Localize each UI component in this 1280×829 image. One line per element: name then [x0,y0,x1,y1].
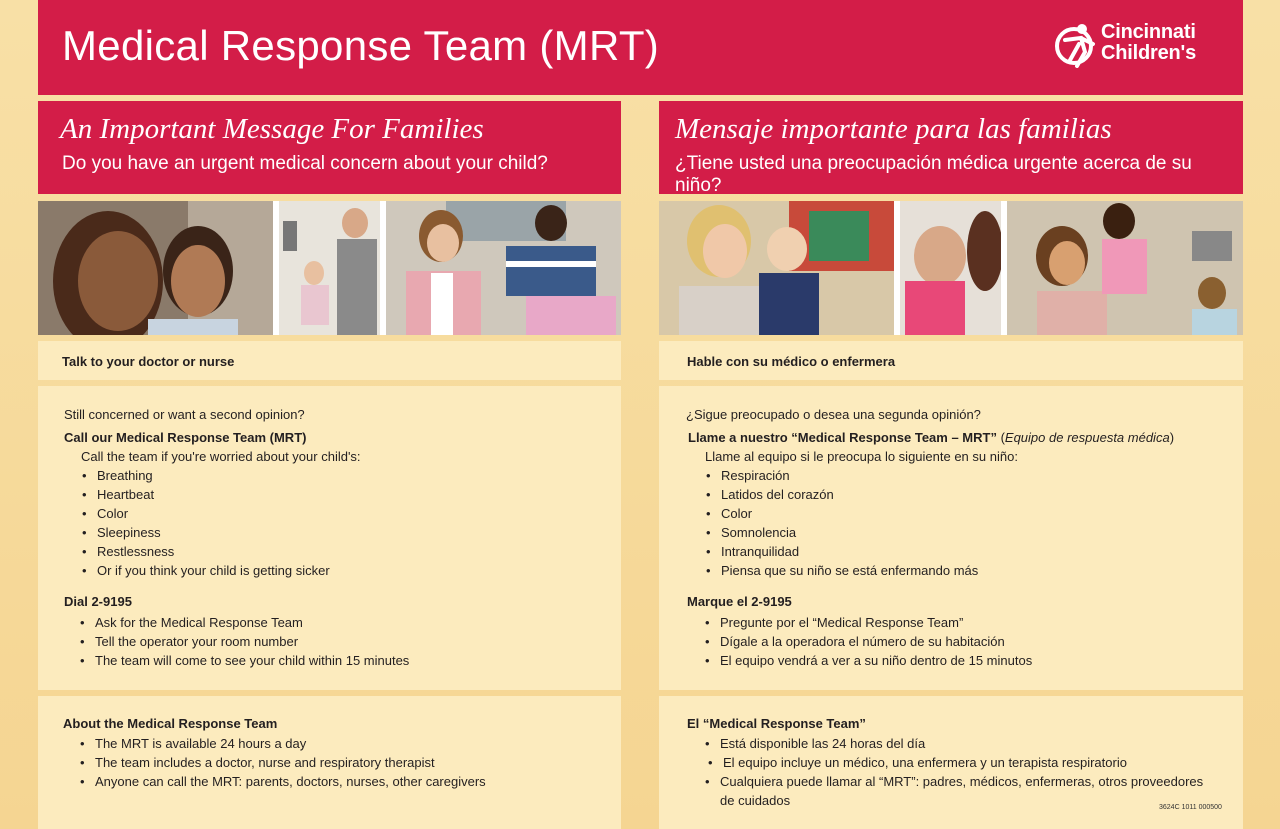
spanish-band-title: Mensaje importante para las familias [675,113,1112,145]
spanish-photo-strip [659,201,1243,335]
spanish-about-heading: El “Medical Response Team” [687,716,866,731]
photo-clinician-with-family [386,201,621,335]
spanish-about-item: • Está disponible las 24 horas del día [720,736,925,751]
english-still-concerned: Still concerned or want a second opinion? [64,407,305,422]
english-dial-heading: Dial 2-9195 [64,594,132,609]
spanish-column [659,101,1243,829]
english-dial-step: • The team will come to see your child within 15 minutes [95,653,409,668]
spanish-dial-step: • Dígale a la operadora el número de su habitación [720,634,1005,649]
english-photo-strip [38,201,621,335]
photo-girl-in-clinic [1007,201,1243,335]
spanish-dial-heading: Marque el 2-9195 [687,594,792,609]
spanish-cta-box [659,341,1243,380]
photo-baby-with-mother [900,201,1001,335]
logo-figure-icon [1055,22,1097,68]
english-cta-text: Talk to your doctor or nurse [62,354,235,369]
spanish-about-item-continued: de cuidados [720,793,791,808]
english-worry-item: • Heartbeat [97,487,154,502]
spanish-dial-step: • El equipo vendrá a ver a su niño dentro de 15 minutos [720,653,1032,668]
english-band-title: An Important Message For Families [60,113,484,145]
photo-mother-child-phone [659,201,894,335]
spanish-about-item: • Cualquiera puede llamar al “MRT”: padres, médicos, enfermeras, otros proveedores [720,774,1203,789]
cincinnati-childrens-logo [1055,20,1215,72]
spanish-call-heading-line: Llame a nuestro “Medical Response Team – MRT” (Equipo de respuesta médica) [688,430,1175,445]
spanish-worry-item: • Color [721,506,752,521]
english-dial-step: • Tell the operator your room number [95,634,298,649]
english-worry-item: • Restlessness [97,544,174,559]
spanish-about-item: • El equipo incluye un médico, una enfermera y un terapista respiratorio [723,755,1127,770]
english-call-intro: Call the team if you're worried about your child's: [81,449,361,464]
header-banner [38,0,1243,95]
page-title: Medical Response Team (MRT) [62,22,660,69]
spanish-cta-text: Hable con su médico o enfermera [687,354,896,369]
english-column [38,101,621,829]
spanish-worry-item: • Latidos del corazón [721,487,834,502]
spanish-call-heading: Llame a nuestro “Medical Response Team – MRT” [688,430,997,445]
english-worry-item: • Color [97,506,128,521]
spanish-dial-step: • Pregunte por el “Medical Response Team” [720,615,963,630]
logo-line-1: Cincinnati [1101,21,1196,43]
spanish-worry-item: • Respiración [721,468,790,483]
english-band-subtitle: Do you have an urgent medical concern about your child? [62,153,548,174]
photo-mother-kissing-child [38,201,273,335]
english-about-panel [38,696,621,829]
spanish-call-intro: Llame al equipo si le preocupa lo siguiente en su niño: [705,449,1018,464]
spanish-still-concerned: ¿Sigue preocupado o desea una segunda opinión? [686,407,981,422]
spanish-worry-item: • Somnolencia [721,525,796,540]
english-worry-item: • Sleepiness [97,525,161,540]
english-title-band [38,101,621,194]
logo-wordmark [1101,22,1196,64]
spanish-worry-item: • Intranquilidad [721,544,799,559]
english-about-item: • The MRT is available 24 hours a day [95,736,306,751]
english-worry-item: • Or if you think your child is getting sicker [97,563,330,578]
english-dial-step: • Ask for the Medical Response Team [95,615,303,630]
english-main-panel [38,386,621,690]
english-cta-box [38,341,621,380]
photo-doctor-with-girl [279,201,380,335]
spanish-worry-item: • Piensa que su niño se está enfermando más [721,563,978,578]
spanish-main-panel [659,386,1243,690]
spanish-call-heading-italic: Equipo de respuesta médica [1004,430,1170,445]
english-worry-item: • Breathing [97,468,153,483]
english-call-heading: Call our Medical Response Team (MRT) [64,430,307,445]
english-about-heading: About the Medical Response Team [63,716,278,731]
english-about-item: • The team includes a doctor, nurse and respiratory therapist [95,755,435,770]
form-code: 3624C 1011 000500 [1159,804,1222,811]
spanish-title-band [659,101,1243,194]
logo-line-2: Children's [1101,42,1196,64]
spanish-about-panel [659,696,1243,829]
spanish-band-subtitle: ¿Tiene usted una preocupación médica urgente acerca de su niño? [675,153,1192,196]
english-about-item: • Anyone can call the MRT: parents, doctors, nurses, other caregivers [95,774,486,789]
